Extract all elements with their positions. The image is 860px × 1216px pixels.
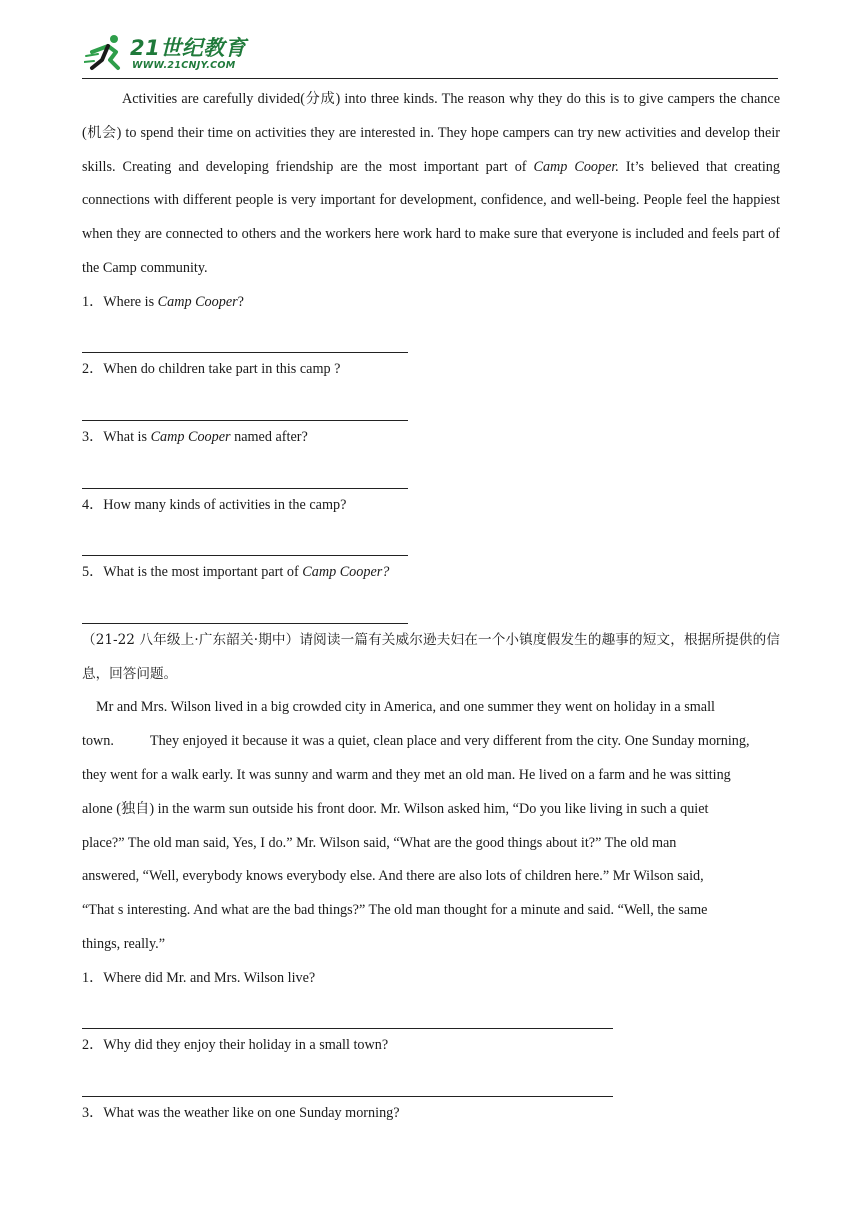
page-header (82, 30, 778, 79)
document-body (82, 83, 780, 1131)
question-1-5: 5．What is the most important part of Camp Cooper? (82, 564, 390, 581)
passage1-text-b: It’s believed that creating connections with different people is very important for development, confidence, and well-being. People feel the happiest when they are connected to others and the workers here work hard to make sure that everyone is included and feels part of the Camp community. (82, 158, 780, 276)
question-2-3: 3．What was the weather like on one Sunday morning? (82, 1104, 400, 1121)
passage1-paragraph (82, 83, 780, 286)
answer-line-1-2[interactable] (82, 387, 780, 421)
answer-line-2-1[interactable] (82, 996, 780, 1030)
question-1-1: 1．Where is Camp Cooper? (82, 293, 244, 310)
passage2-line-6: answered, “Well, everybody knows everybody else. And there are also lots of children here.” Mr Wilson said, (82, 868, 704, 885)
passage1-text-a: Activities are carefully divided(分成) into three kinds. The reason why they do this is to give campers the chance (机会) to spend their time on activities they are interested in. They hope campers can try new activities and develop their skills. Creating and developing friendship are the most important part of (82, 91, 780, 175)
logo-text: 21世纪教育 (130, 36, 247, 60)
answer-line-1-5[interactable] (82, 590, 780, 624)
question-1-3: 3．What is Camp Cooper named after? (82, 428, 308, 445)
passage2-line-8: things, really.” (82, 935, 165, 952)
answer-line-2-2[interactable] (82, 1063, 780, 1097)
answer-line-1-3[interactable] (82, 455, 780, 489)
passage2-line-1: Mr and Mrs. Wilson lived in a big crowded city in America, and one summer they went on holiday in a small (96, 699, 715, 716)
runner-logo-icon (84, 32, 128, 76)
passage2-line-5: place?” The old man said, Yes, I do.” Mr. Wilson said, “What are the good things about it?” The old man (82, 834, 677, 851)
question-1-4: 4．How many kinds of activities in the camp? (82, 496, 347, 513)
question-2-2: 2．Why did they enjoy their holiday in a small town? (82, 1037, 389, 1054)
section2-intro: （21-22 八年级上·广东韶关·期中）请阅读一篇有关威尔逊夫妇在一个小镇度假发生的趣事的短文，根据所提供的信息，回答问题。 (82, 631, 780, 682)
passage2-line-4: alone (独自) in the warm sun outside his front door. Mr. Wilson asked him, “Do you like living in such a quiet (82, 800, 709, 817)
passage2-line-2: town. They enjoyed it because it was a quiet, clean place and very different from the city. One Sunday morning, (82, 733, 750, 750)
question-2-1: 1．Where did Mr. and Mrs. Wilson live? (82, 969, 316, 986)
passage2-line-7: “That s interesting. And what are the bad things?” The old man thought for a minute and said. “Well, the same (82, 902, 708, 919)
question-set-2 (82, 962, 780, 1131)
question-1-2: 2．When do children take part in this camp ? (82, 361, 341, 378)
logo-url: WWW.21CNJY.COM (132, 60, 236, 71)
answer-line-1-4[interactable] (82, 522, 780, 556)
passage2 (82, 691, 780, 961)
passage1-camp-name: Camp Cooper. (533, 158, 619, 175)
answer-line-1-1[interactable] (82, 320, 780, 354)
question-set-1 (82, 286, 780, 624)
logo (84, 32, 254, 76)
passage2-line-3: they went for a walk early. It was sunny and warm and they met an old man. He lived on a farm and he was sitting (82, 766, 731, 783)
